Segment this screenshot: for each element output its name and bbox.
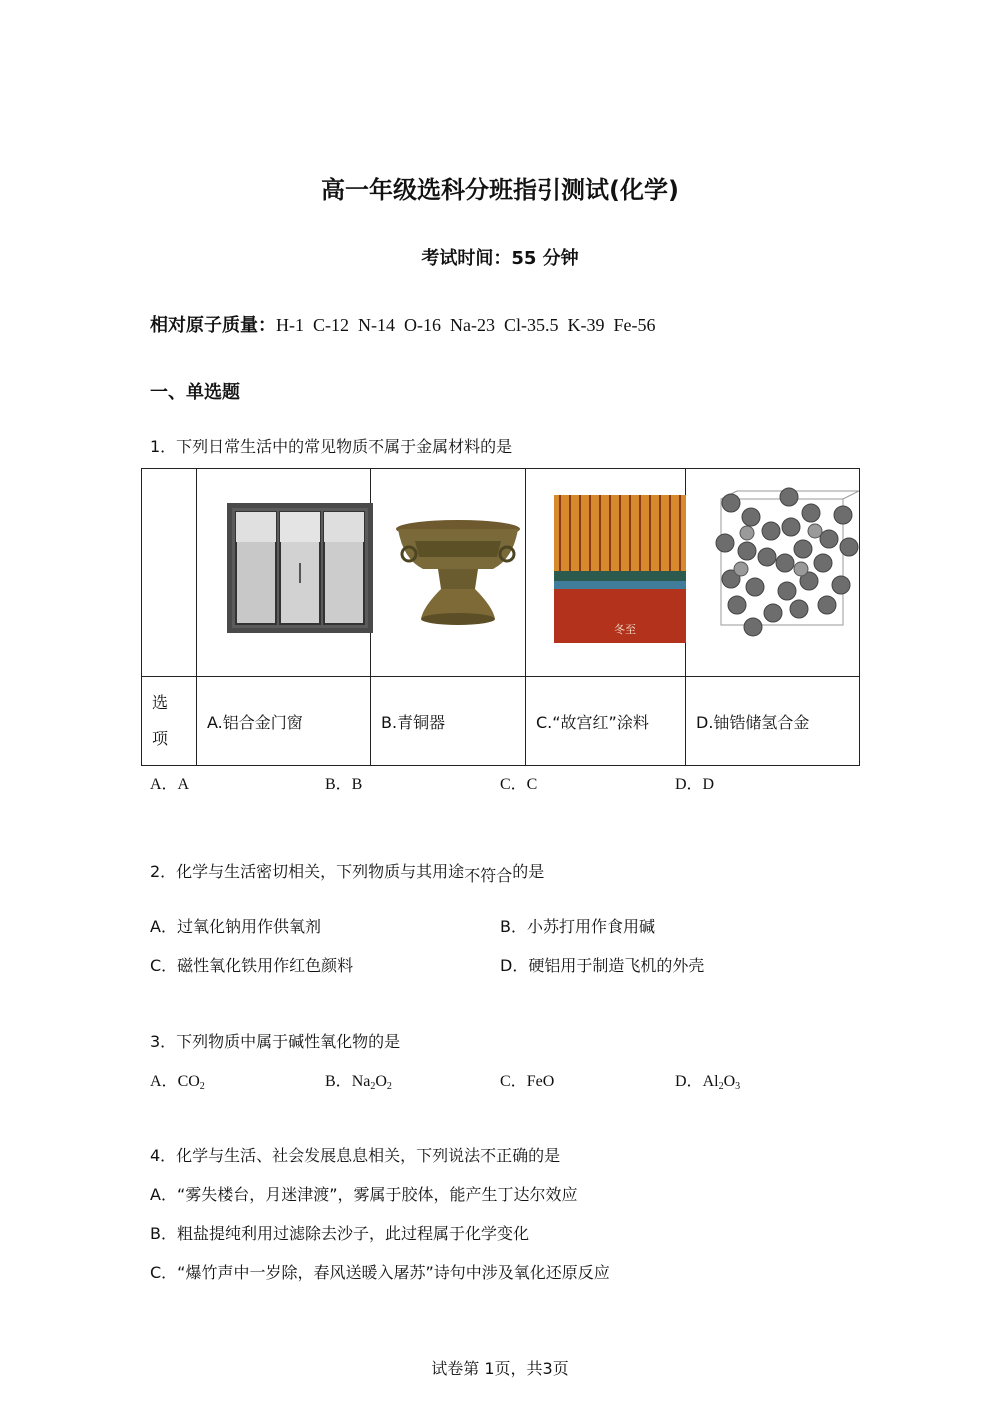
q1-option-b: B．B — [325, 776, 363, 793]
page-title: 高一年级选科分班指引测试(化学) — [321, 176, 679, 204]
cell-option-b: B.青铜器 — [371, 677, 526, 766]
q3-a-sub: 2 — [199, 1081, 205, 1092]
palace-roof-image — [554, 495, 686, 643]
q3-a-formula: CO — [177, 1073, 200, 1090]
q3-option-a — [150, 1068, 205, 1092]
question-1-table — [141, 468, 860, 766]
row-header-cell — [142, 677, 197, 766]
q1-option-a: A．A — [150, 776, 190, 793]
q2-option-c: C．磁性氧化铁用作红色颜料 — [150, 956, 354, 975]
q4-option-a: A．“雾失楼台，月迷津渡”，雾属于胶体，能产生丁达尔效应 — [150, 1185, 578, 1204]
table-header-empty — [142, 469, 197, 677]
atomic-mass-label: 相对原子质量： — [150, 315, 276, 336]
question-1: 1．下列日常生活中的常见物质不属于金属材料的是 — [150, 437, 513, 456]
image-cell-b — [371, 469, 526, 677]
q3-d-formula2: O — [723, 1073, 736, 1090]
atomic-mass-values: H-1 C-12 N-14 O-16 Na-23 Cl-35.5 K-39 Fe-56 — [276, 315, 656, 335]
bronze-vessel-image — [393, 519, 523, 629]
q3-b-sub2: 2 — [386, 1081, 392, 1092]
exam-time-text: 考试时间：55 分钟 — [421, 248, 579, 269]
row-header-1: 选 — [152, 693, 169, 712]
q1-option-d: D．D — [675, 776, 715, 793]
cell-option-c: C.“故宫红”涂料 — [526, 677, 686, 766]
alloy-lattice-image — [711, 487, 859, 637]
exam-time — [0, 244, 1000, 270]
cell-option-a: A.铝合金门窗 — [197, 677, 371, 766]
palace-image-caption: 冬至 — [614, 623, 636, 636]
page-footer: 试卷第 1页，共3页 — [431, 1359, 569, 1378]
q2-text-after: 的是 — [512, 862, 545, 881]
q3-d-prefix: D． — [675, 1073, 703, 1090]
image-cell-d — [686, 469, 860, 677]
q2-option-b: B．小苏打用作食用碱 — [500, 917, 655, 936]
q2-option-d: D．硬铝用于制造飞机的外壳 — [500, 956, 705, 975]
q4-option-c: C．“爆竹声中一岁除，春风送暖入屠苏”诗句中涉及氧化还原反应 — [150, 1263, 610, 1282]
q3-b-sub1: 2 — [370, 1081, 376, 1092]
q3-option-b — [325, 1068, 392, 1092]
row-header-2: 项 — [152, 729, 169, 748]
q3-b-prefix: B． — [325, 1073, 352, 1090]
q3-d-formula: Al — [702, 1073, 719, 1090]
q3-d-sub2: 3 — [735, 1081, 741, 1092]
q3-c-formula: FeO — [526, 1073, 555, 1090]
q3-b-formula: Na — [351, 1073, 371, 1090]
section-heading: 一、单选题 — [150, 382, 240, 403]
q3-b-formula2: O — [375, 1073, 387, 1090]
q2-text-before: 2．化学与生活密切相关，下列物质与其用途 — [150, 862, 465, 881]
q3-option-d — [675, 1068, 740, 1092]
q3-c-prefix: C． — [500, 1073, 527, 1090]
cell-option-d: D.铀锆储氢合金 — [686, 677, 860, 766]
question-2 — [150, 859, 545, 885]
image-cell-c — [526, 469, 686, 677]
q2-text-emph: 不符合 — [464, 866, 513, 885]
q3-option-c — [500, 1068, 554, 1091]
q2-option-a: A．过氧化钠用作供氧剂 — [150, 917, 321, 936]
image-cell-a — [197, 469, 371, 677]
q4-option-b: B．粗盐提纯利用过滤除去沙子，此过程属于化学变化 — [150, 1224, 529, 1243]
q1-option-c: C．C — [500, 776, 538, 793]
window-image — [227, 503, 373, 633]
atomic-mass-line — [150, 311, 655, 337]
question-3: 3．下列物质中属于碱性氧化物的是 — [150, 1032, 401, 1051]
q3-a-prefix: A． — [150, 1073, 178, 1090]
question-4: 4．化学与生活、社会发展息息相关，下列说法不正确的是 — [150, 1146, 561, 1165]
q3-d-sub1: 2 — [718, 1081, 724, 1092]
